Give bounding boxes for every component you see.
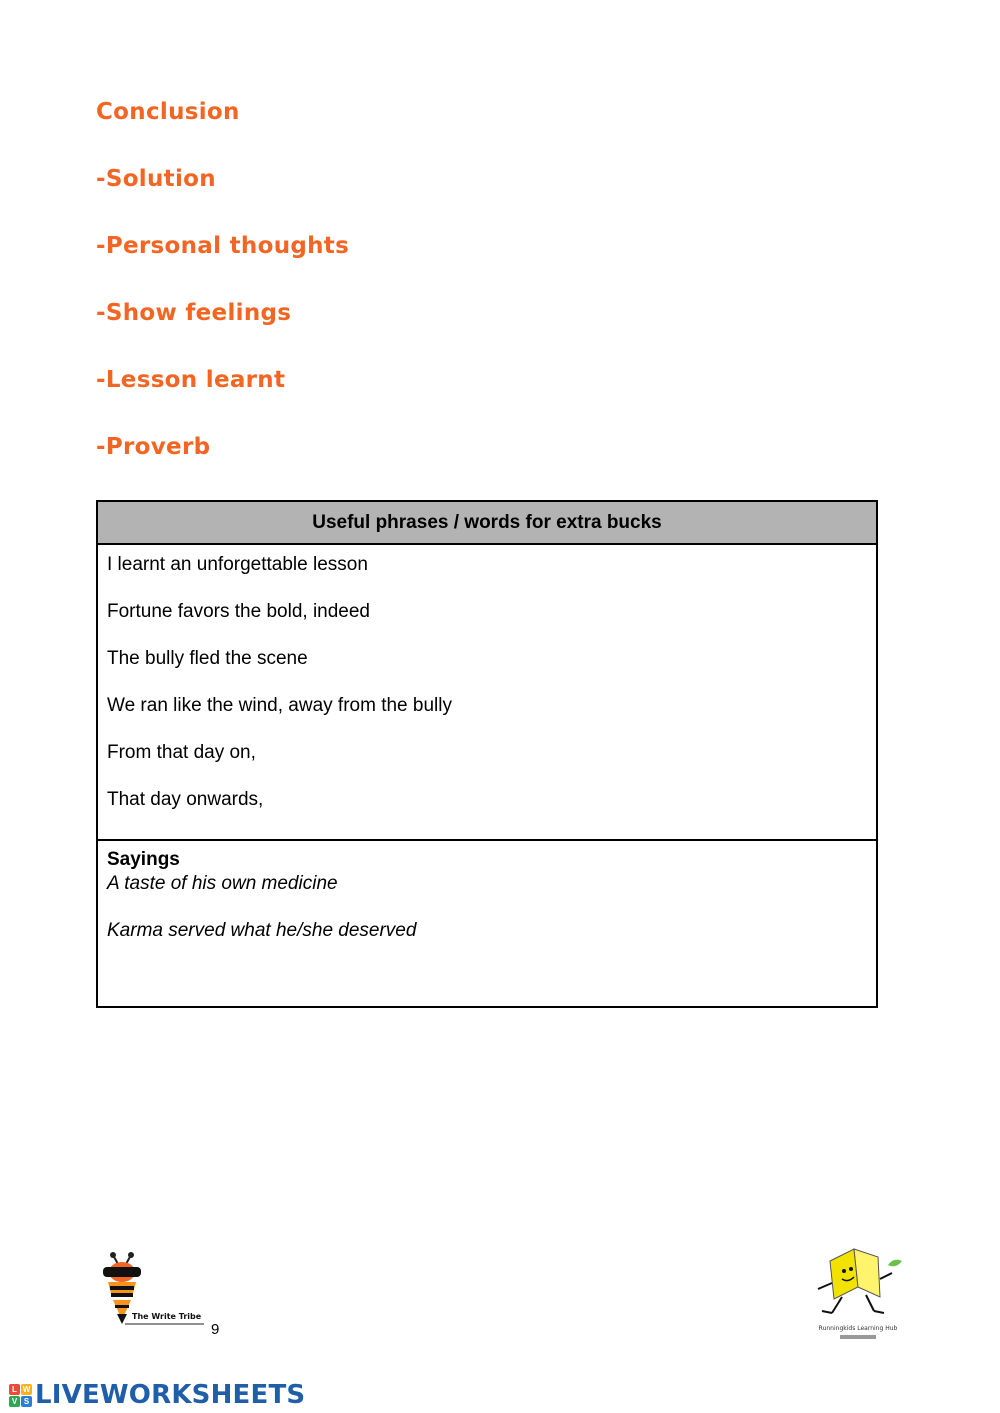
heading-show-feelings: -Show feelings <box>96 300 292 326</box>
write-tribe-logo-text: The Write Tribe <box>132 1312 202 1321</box>
saying-item: A taste of his own medicine <box>107 873 338 894</box>
saying-item: Karma served what he/she deserved <box>107 920 417 941</box>
heading-conclusion: Conclusion <box>96 99 240 125</box>
runningkids-book-logo <box>808 1243 908 1348</box>
liveworksheets-icon <box>9 1384 32 1407</box>
phrases-cell <box>98 545 876 841</box>
useful-phrases-table <box>96 500 878 1008</box>
lw-icon-letter: S <box>21 1396 32 1407</box>
phrase-item: That day onwards, <box>107 789 264 810</box>
lw-icon-letter: W <box>22 1384 31 1394</box>
lw-icon-letter: V <box>9 1396 20 1407</box>
heading-proverb: -Proverb <box>96 434 211 460</box>
phrase-item: Fortune favors the bold, indeed <box>107 601 371 622</box>
page-number: 9 <box>211 1321 220 1338</box>
lw-icon-letter: L <box>9 1384 20 1395</box>
section-headings <box>96 93 349 495</box>
liveworksheets-logo-text: LIVEWORKSHEETS <box>35 1380 306 1410</box>
sayings-title: Sayings <box>107 849 180 870</box>
phrase-item: From that day on, <box>107 742 256 763</box>
heading-solution: -Solution <box>96 166 216 192</box>
table-header: Useful phrases / words for extra bucks <box>98 502 876 545</box>
phrase-item: I learnt an unforgettable lesson <box>107 554 368 575</box>
phrase-item: The bully fled the scene <box>107 648 308 669</box>
heading-personal-thoughts: -Personal thoughts <box>96 233 350 259</box>
runningkids-logo-text: Runningkids Learning Hub <box>818 1325 898 1332</box>
heading-lesson-learnt: -Lesson learnt <box>96 367 286 393</box>
sayings-cell <box>98 841 876 1006</box>
write-tribe-bee-logo <box>99 1250 209 1330</box>
liveworksheets-banner <box>9 1380 305 1410</box>
phrase-item: We ran like the wind, away from the bully <box>107 695 452 716</box>
